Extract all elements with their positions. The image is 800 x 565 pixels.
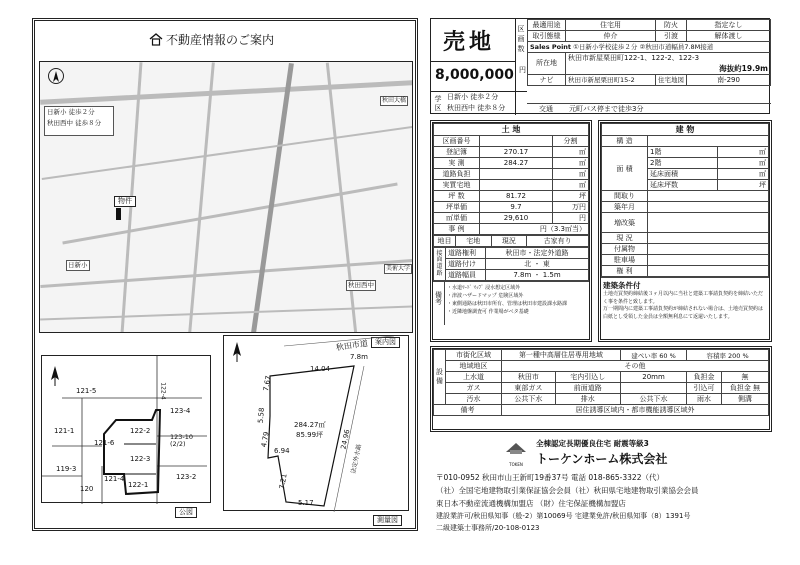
school-2: 秋田西中 徒歩８分	[447, 104, 506, 112]
section-label: 区画数	[517, 25, 525, 53]
map-label-art-univ: 美術大学	[386, 265, 411, 272]
traffic-label: 交通	[539, 105, 553, 113]
price-unit: 円	[519, 66, 526, 74]
lot-map: 121-5 121-1 121-6 122-2 122-3 122-4 123-4 123-10 (2/2) 119-3 121-4 120 122-1 123-2	[41, 355, 211, 503]
guide-map	[39, 61, 413, 333]
company-panel	[430, 436, 772, 540]
regulation-panel	[430, 346, 772, 432]
land-road: 接面道路 道路権利 秋田市・法定外道路 道路付け 北 ・ 東 道路幅員 7.8m ・ 1.5m	[433, 247, 589, 281]
header-panel	[430, 18, 770, 114]
map-label-nisshin-sho: 日新小	[68, 261, 88, 269]
land-notes-label: 備考	[433, 282, 445, 325]
company-license-1: 建設業許可/秋田県知事（般-2）第10069号 宅建業免許/秋田県知事（8）1391号	[436, 512, 691, 520]
company-tagline: 全棟認定長期優良住宅 耐震等級3	[536, 439, 649, 448]
land-chimoku: 地目 宅地 現況 古家有り	[433, 235, 589, 247]
guide-map-caption: 案内図	[371, 337, 400, 348]
map-label-akita-ohashi: 秋田大橋	[382, 97, 407, 104]
regulation-table: 設備 市街化区域 第一種中高層住居専用地域 建ぺい率 60 % 容積率 200 % 地域地区 その他 上水道 秋田市 宅内引込し 20mm 負担金 無 ガス 東部ガス 前面道路 引込可 負担金 無 汚水 公共下水 排水 公共下水 雨水 側溝 備考 居住誘導区域内・都市機能誘導区域外	[433, 349, 769, 416]
school-1: 日新小 徒歩２分	[447, 93, 499, 101]
company-logo-icon: TOKEN	[502, 440, 530, 458]
north-arrow-icon	[48, 68, 64, 84]
company-assoc-1: （社）全国宅地建物取引業保証協会会員（社）秋田県宅地建物取引業協会会員	[436, 486, 699, 495]
property-marker	[116, 208, 121, 220]
left-title: 不動産情報のご案内	[166, 33, 275, 47]
price: 8,000,000	[435, 67, 514, 83]
lot-map-caption: 公図	[175, 507, 197, 518]
left-panel	[32, 18, 418, 531]
land-notes: ・水道ﾏｰﾄﾞ ﾏｯﾌﾟ 浸水想定区域外 ・津波ハザードマップ 危険区域外 ・東側通路は秋田市所有、管理は秋田市建設課水路課 ・近隣地盤調査可 作業場がベタ基礎	[447, 285, 568, 315]
survey-map-caption: 測量図	[373, 515, 402, 526]
survey-map: 秋田市道 7.8m 284.27㎡ 85.99坪 14.04 7.67 5.58 4.79 6.94 7.21 5.17 24.96 法定外水路	[223, 335, 409, 511]
land-panel	[430, 120, 592, 342]
company-address: 〒010-0952 秋田市山王新町19番37号 電話 018-865-3322（代）	[436, 473, 664, 482]
building-panel	[598, 120, 772, 342]
school-label: 学区	[434, 95, 442, 113]
company-license-2: 二級建築士事務所/20-108-0123	[436, 524, 540, 532]
land-table: 土 地 区画番号 分割 登記簿 270.17 ㎡ 実 測 284.27 ㎡ 道路負担 ㎡ 実質宅地 ㎡ 坪 数 81.72 坪 坪単価 9.7 万円 ㎡単価 29,610 円 事 例 円（3.3㎡当）	[433, 123, 589, 235]
header-table: 最適用途 住宅用 防火 指定なし 取引態様 仲介 引渡 解体渡し Sales Point ①日新小学校徒歩２分 ②秋田市道幅員7.8M接道 所在地 秋田市新屋栗田町122-1、122-2、122-3 海抜約19.9m ナビ 秋田市新屋栗田町15-2 住宅地図 南-290	[527, 19, 771, 86]
map-label-nishi-chu: 秋田西中	[348, 281, 374, 289]
building-table: 建 物 構 造 面 積 1階 ㎡ 2階 ㎡ 延床面積 ㎡ 延床坪数 坪 間取り 築年月 増改築 現 況 付属物 駐車場 権 利	[601, 123, 769, 277]
company-name: トーケンホーム株式会社	[536, 452, 668, 466]
map-legend: 日新小 徒歩２分 秋田西中 徒歩８分	[44, 106, 114, 136]
traffic: 元町バス停まで徒歩3分	[569, 105, 644, 113]
company-assoc-2: 東日本不動産流通機構加盟店 （財）住宅保証機構加盟店	[436, 499, 626, 508]
house-icon	[149, 31, 163, 45]
property-marker-label: 物件	[114, 196, 136, 207]
building-conditions: 建築条件付 土地売買契約締結後３ヶ月以内に当社と建築工事請負契約を締結いただく事を条件と致します。 万一期間内に建築工事請負契約が締結されない場合は、土地売買契約は白紙とし受領した金員は全額無利息にて返還いたします。	[601, 277, 769, 323]
sale-type: 売地	[443, 30, 496, 55]
